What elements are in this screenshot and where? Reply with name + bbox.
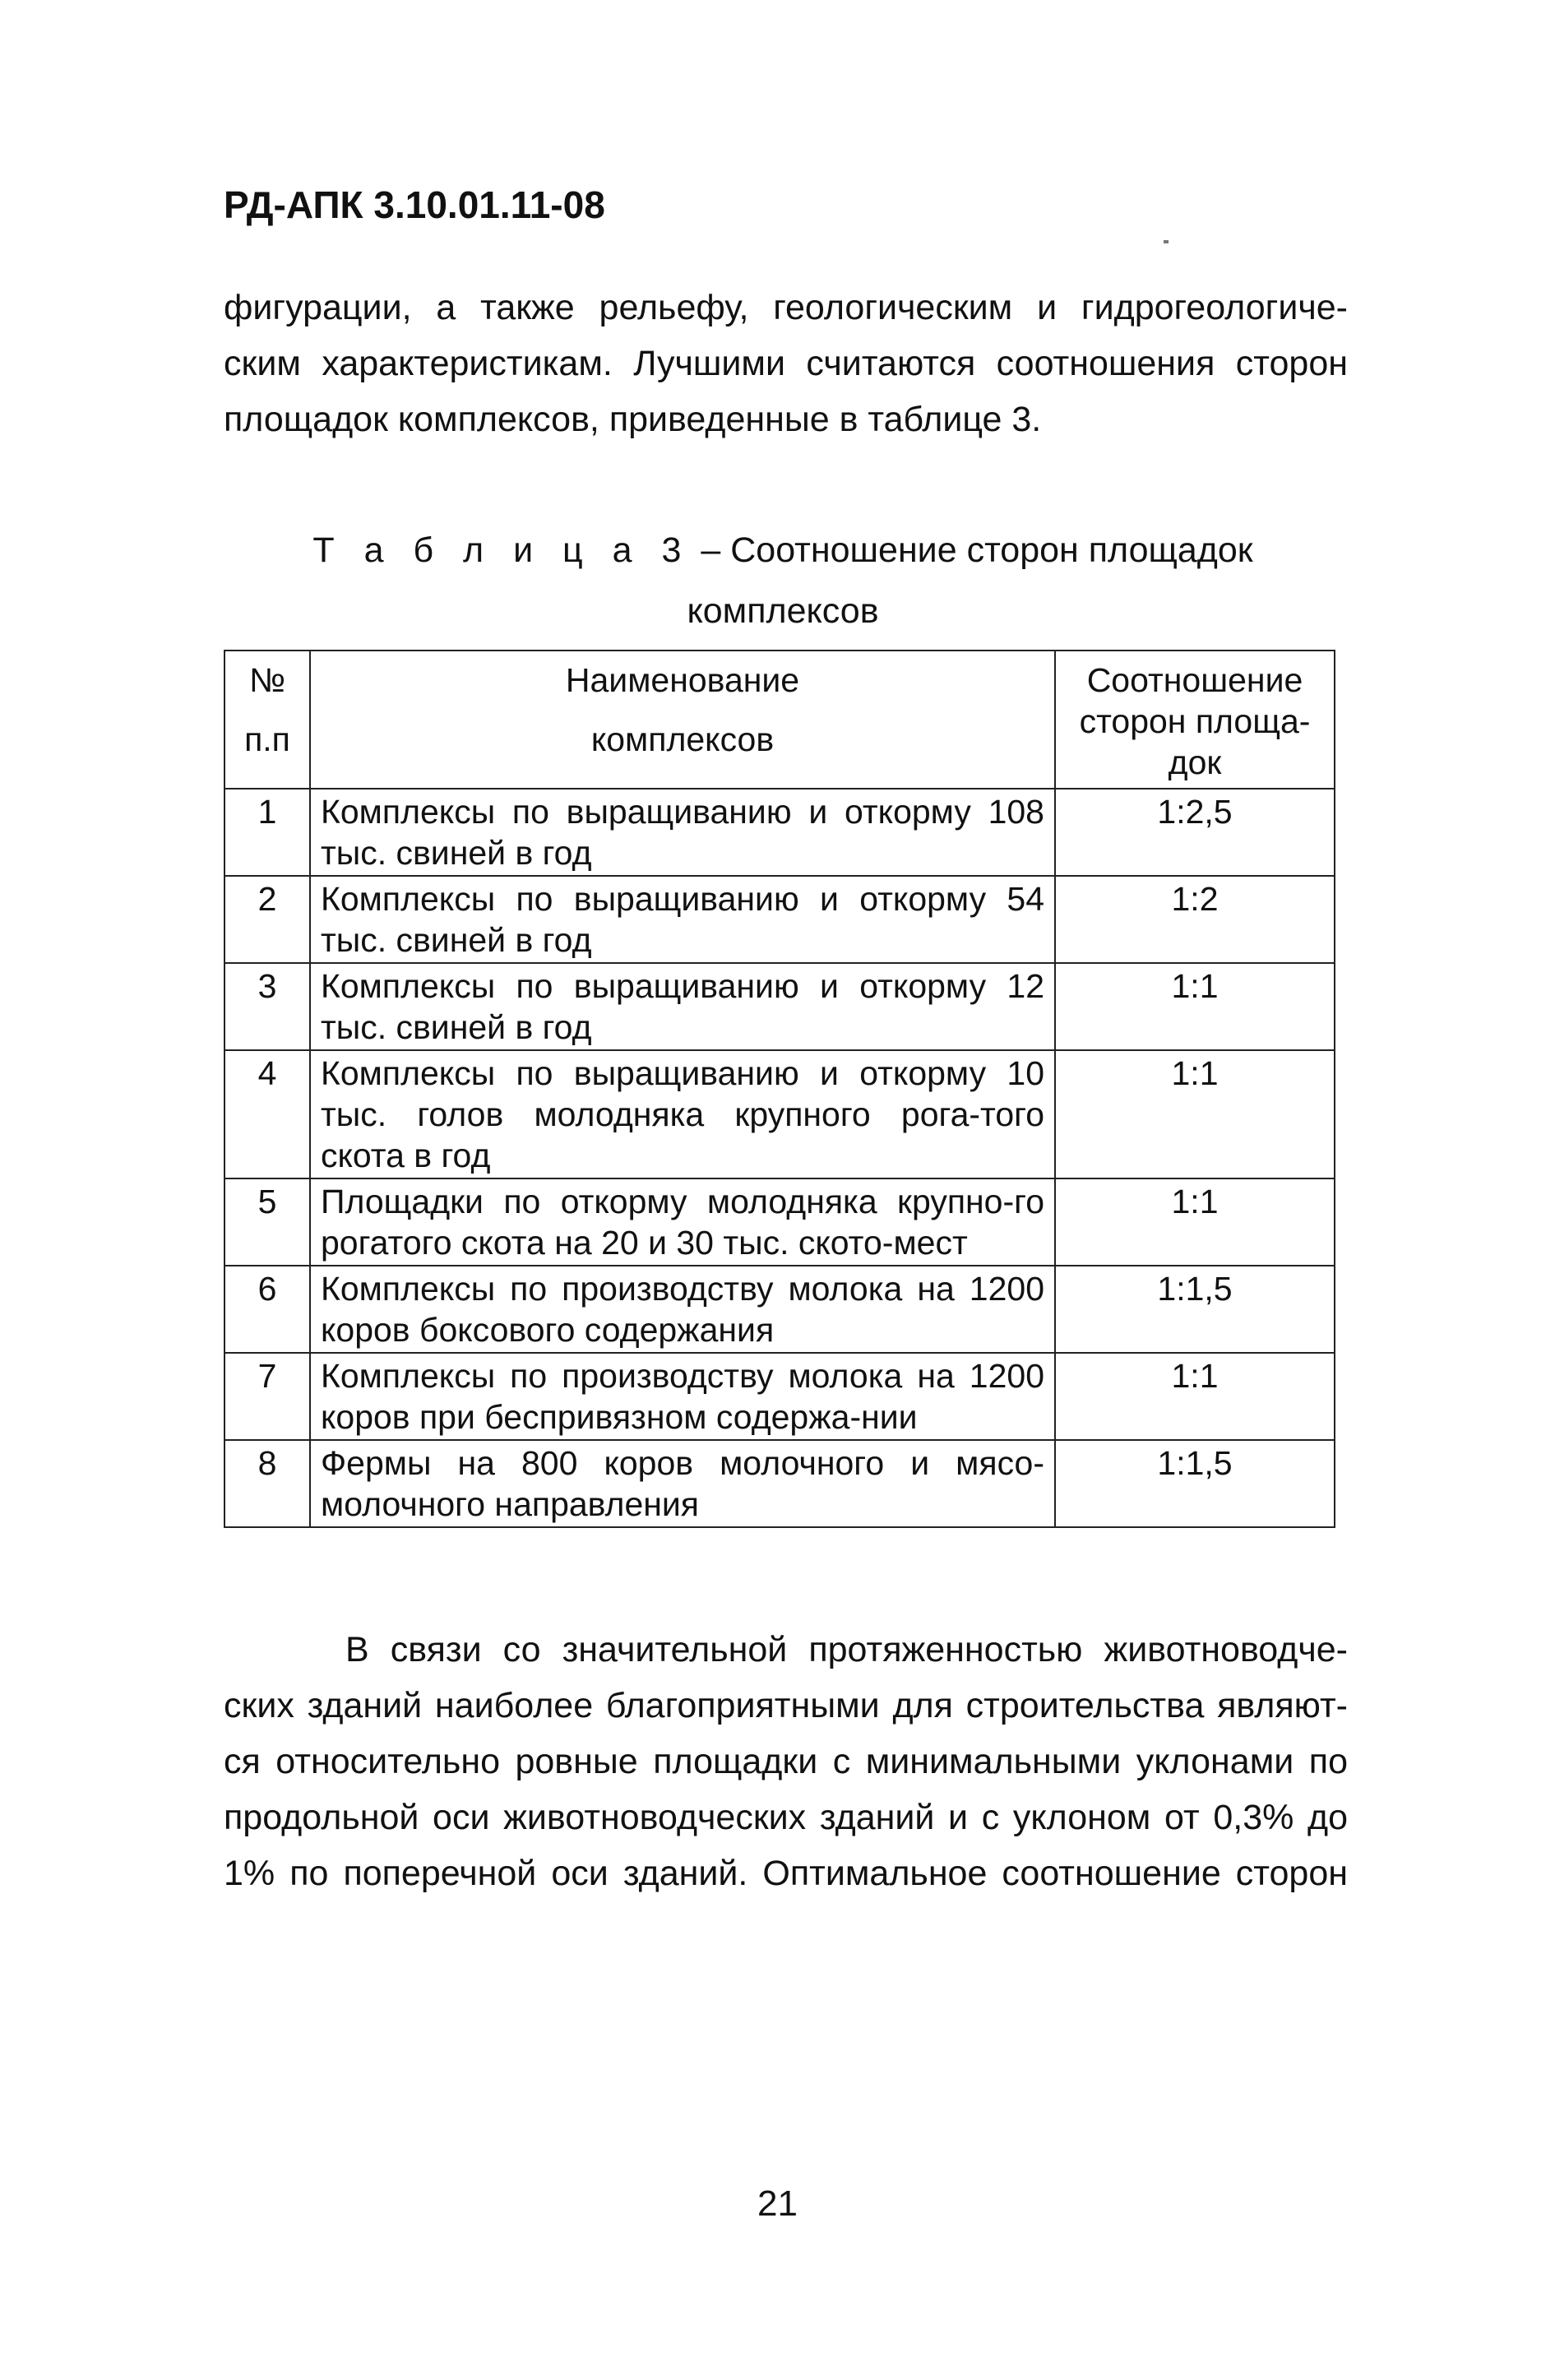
table-header-row bbox=[224, 651, 1335, 789]
table-row bbox=[224, 789, 1335, 876]
row-number: 6 bbox=[224, 1266, 310, 1353]
caption-label: Т а б л и ц а 3 bbox=[312, 530, 692, 570]
row-number: 3 bbox=[224, 963, 310, 1050]
caption-dash: – bbox=[701, 530, 721, 570]
header-name bbox=[310, 651, 1055, 789]
row-name: Фермы на 800 коров молочного и мясо-молочного направления bbox=[310, 1440, 1055, 1527]
text-line: ским характеристикам. Лучшими считаются соотношения сторон bbox=[224, 344, 1348, 383]
text-line: ся относительно ровные площадки с минимальными уклонами по bbox=[224, 1742, 1348, 1781]
table-row bbox=[224, 1353, 1335, 1440]
row-number: 4 bbox=[224, 1050, 310, 1178]
header-number-line-2: п.п bbox=[244, 720, 290, 758]
row-name: Комплексы по выращиванию и откорму 108 тыс. свиней в год bbox=[310, 789, 1055, 876]
row-name: Комплексы по выращиванию и откорму 10 тыс. голов молодняка крупного рога-того скота в год bbox=[310, 1050, 1055, 1178]
caption-title: Соотношение сторон площадок bbox=[730, 530, 1253, 570]
caption-line-2: комплексов bbox=[687, 591, 879, 631]
document-code: РД-АПК 3.10.01.11-08 bbox=[224, 183, 605, 226]
header-number bbox=[224, 651, 310, 789]
row-number: 5 bbox=[224, 1178, 310, 1266]
text-line: 1% по поперечной оси зданий. Оптимальное соотношение сторон bbox=[224, 1854, 1348, 1893]
caption-line-1 bbox=[224, 520, 1342, 581]
text-line: В связи со значительной протяженностью животноводче- bbox=[345, 1630, 1348, 1669]
row-name: Комплексы по производству молока на 1200 коров боксового содержания bbox=[310, 1266, 1055, 1353]
row-name: Комплексы по выращиванию и откорму 54 тыс. свиней в год bbox=[310, 876, 1055, 963]
table-row bbox=[224, 1178, 1335, 1266]
row-ratio: 1:2 bbox=[1055, 876, 1335, 963]
table-row bbox=[224, 876, 1335, 963]
row-ratio: 1:1 bbox=[1055, 963, 1335, 1050]
text-line: ских зданий наиболее благоприятными для строительства являют- bbox=[224, 1686, 1348, 1725]
row-number: 2 bbox=[224, 876, 310, 963]
complex-ratio-table bbox=[224, 650, 1335, 1528]
row-ratio: 1:1 bbox=[1055, 1050, 1335, 1178]
table-row bbox=[224, 963, 1335, 1050]
row-number: 1 bbox=[224, 789, 310, 876]
table-caption bbox=[224, 520, 1342, 641]
table-row bbox=[224, 1050, 1335, 1178]
page-number: 21 bbox=[757, 2183, 798, 2224]
row-number: 7 bbox=[224, 1353, 310, 1440]
outro-paragraph bbox=[224, 1622, 1348, 1901]
row-ratio: 1:1 bbox=[1055, 1178, 1335, 1266]
text-line: продольной оси животноводческих зданий и с уклоном от 0,3% до bbox=[224, 1798, 1348, 1837]
row-number: 8 bbox=[224, 1440, 310, 1527]
row-ratio: 1:1 bbox=[1055, 1353, 1335, 1440]
table-row bbox=[224, 1266, 1335, 1353]
header-number-line-1: № bbox=[249, 661, 285, 699]
row-name: Площадки по откорму молодняка крупно-го рогатого скота на 20 и 30 тыс. ското-мест bbox=[310, 1178, 1055, 1266]
intro-paragraph bbox=[224, 280, 1348, 447]
table-row bbox=[224, 1440, 1335, 1527]
header-name-line-1: Наименование bbox=[565, 661, 800, 699]
row-ratio: 1:1,5 bbox=[1055, 1440, 1335, 1527]
row-ratio: 1:1,5 bbox=[1055, 1266, 1335, 1353]
header-ratio: Соотношение сторон площа-док bbox=[1055, 651, 1335, 789]
row-ratio: 1:2,5 bbox=[1055, 789, 1335, 876]
header-name-line-2: комплексов bbox=[590, 720, 775, 758]
text-line: фигурации, а также рельефу, геологическим и гидрогеологиче- bbox=[224, 288, 1348, 327]
row-name: Комплексы по производству молока на 1200 коров при беспривязном содержа-нии bbox=[310, 1353, 1055, 1440]
row-name: Комплексы по выращиванию и откорму 12 тыс. свиней в год bbox=[310, 963, 1055, 1050]
text-line: площадок комплексов, приведенные в таблице 3. bbox=[224, 400, 1042, 439]
scan-speck bbox=[1164, 240, 1169, 243]
